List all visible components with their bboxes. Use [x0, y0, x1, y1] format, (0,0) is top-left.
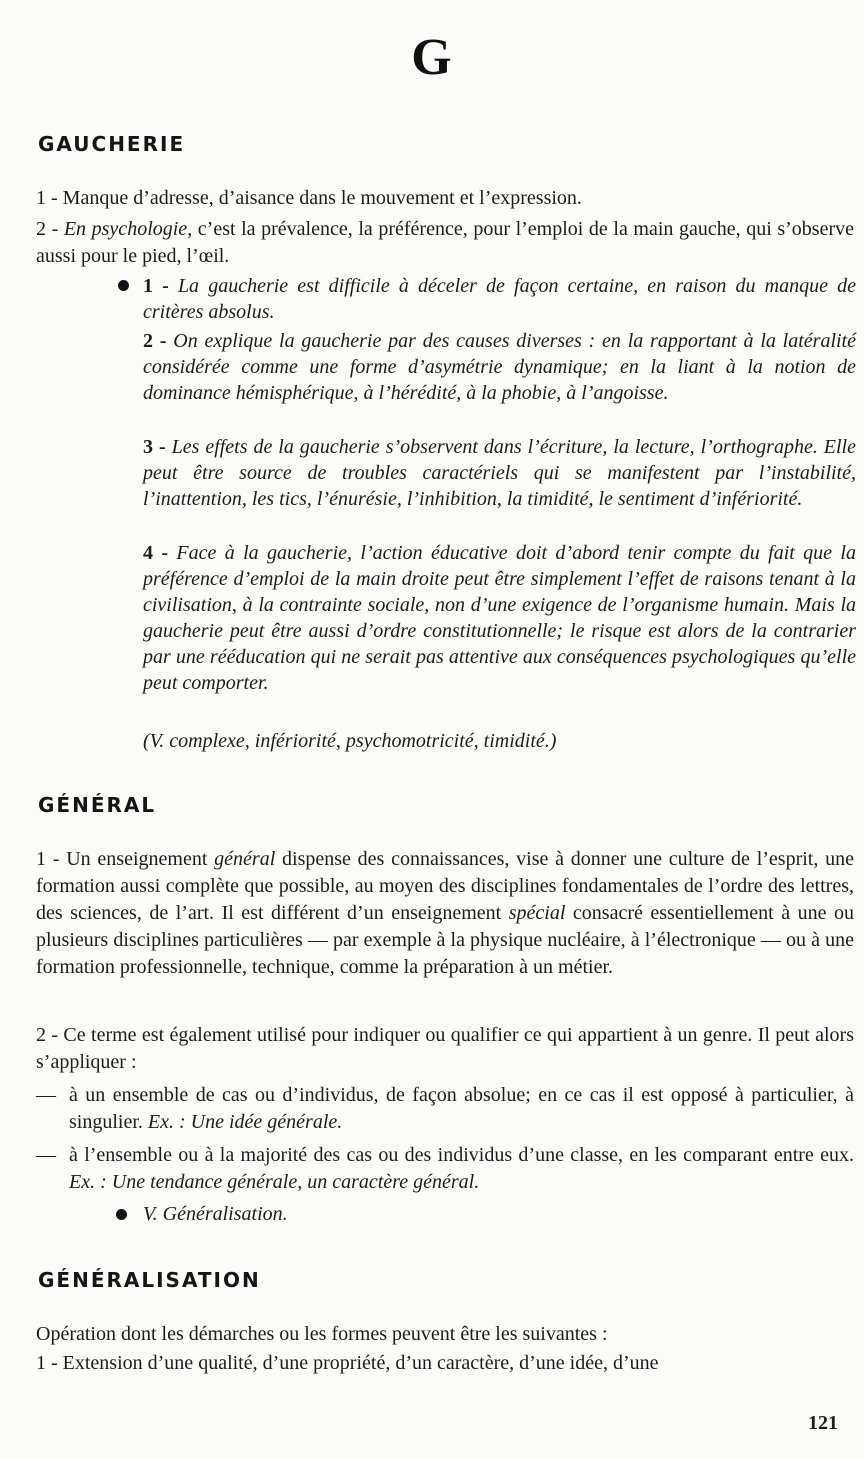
entry-heading-general: GÉNÉRAL	[38, 793, 157, 817]
dash-mark: —	[36, 1084, 56, 1106]
page-number: 121	[808, 1412, 838, 1434]
general-list-item: — à un ensemble de cas ou d’individus, de façon absolue; en ce cas il est opposé à particulier, à singulier. Ex. : Une idée générale.	[36, 1084, 854, 1133]
entry-heading-generalisation: GÉNÉRALISATION	[38, 1268, 261, 1292]
section-letter: G	[411, 29, 453, 86]
entry-heading-gaucherie: GAUCHERIE	[38, 132, 186, 156]
gaucherie-definition-2: 2 - En psychologie, c’est la prévalence, la préférence, pour l’emploi de la main gauche, qui s’observe aussi pour le pied, l’œil.	[36, 218, 854, 267]
general-list-item: — à l’ensemble ou à la majorité des cas ou des individus d’une classe, en les comparant entre eux. Ex. : Une tendance générale, un caractère général.	[36, 1144, 854, 1193]
bullet-icon	[116, 1209, 127, 1220]
gaucherie-note-3: 3 - Les effets de la gaucherie s’observent dans l’écriture, la lecture, l’orthographe. Elle peut être source de troubles caractériels qui se manifestent par l’instabilité, l’inattention, les tics, l’énurésie, l’inhibition, la timidité, le sentiment d’infériorité.	[143, 436, 856, 510]
gaucherie-note-2: 2 - On explique la gaucherie par des causes diverses : en la rapportant à la latéralité considérée comme une forme d’asymétrie dynamique; en la liant à la notion de dominance hémisphérique, à l’hérédité, à la phobie, à l’angoisse.	[143, 330, 856, 404]
dash-mark: —	[36, 1144, 56, 1166]
generalisation-intro: Opération dont les démarches ou les formes peuvent être les suivantes :	[36, 1323, 608, 1345]
gaucherie-definition-1: 1 - Manque d’adresse, d’aisance dans le mouvement et l’expression.	[36, 187, 582, 209]
gaucherie-note-1: 1 - La gaucherie est difficile à déceler de façon certaine, en raison du manque de critères absolus.	[143, 275, 856, 323]
general-see-also: V. Généralisation.	[143, 1203, 288, 1225]
bullet-icon	[118, 280, 129, 291]
gaucherie-note-4: 4 - Face à la gaucherie, l’action éducative doit d’abord tenir compte du fait que la préférence d’emploi de la main droite peut être simplement l’effet de raisons tenant à la civilisation, à la contrainte sociale, non d’une exigence de l’organisme humain. Mais la gaucherie peut être aussi d’ordre constitutionnelle; le risque est alors de la contrarier par une rééducation qui ne serait pas attentive aux conséquences psychologiques qu’elle peut comporter.	[143, 542, 856, 694]
general-definition-1: 1 - Un enseignement général dispense des connaissances, vise à donner une culture de l’esprit, une formation aussi complète que possible, au moyen des disciplines fondamentales de l’ordre des lettres, des sciences, de l’art. Il est différent d’un enseignement spécial consacré essentiellement à une ou plusieurs disciplines particulières — par exemple à la physique nucléaire, à l’électronique — ou à une formation professionnelle, technique, comme la préparation à un métier.	[36, 848, 854, 978]
generalisation-definition-1: 1 - Extension d’une qualité, d’une propriété, d’un caractère, d’une idée, d’une	[36, 1352, 659, 1374]
general-definition-2: 2 - Ce terme est également utilisé pour indiquer ou qualifier ce qui appartient à un genre. Il peut alors s’appliquer :	[36, 1024, 854, 1073]
gaucherie-see-also: (V. complexe, infériorité, psychomotricité, timidité.)	[143, 730, 557, 752]
